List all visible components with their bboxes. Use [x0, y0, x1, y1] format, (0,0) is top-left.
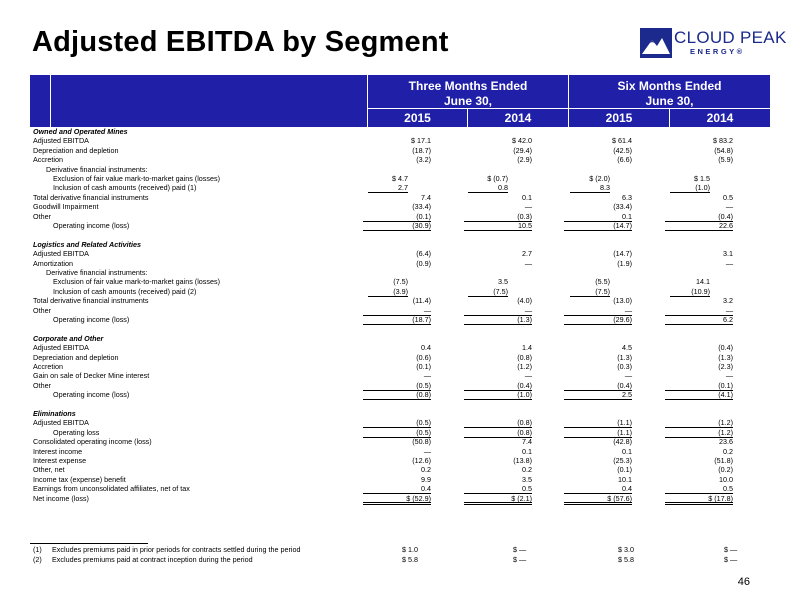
value-cell: 9.9: [421, 474, 431, 484]
page-title: Adjusted EBITDA by Segment: [32, 26, 449, 58]
value-cell: (0.2): [718, 465, 733, 475]
row-label: Net income (loss): [33, 493, 89, 503]
row-label: Consolidated operating income (loss): [33, 437, 152, 447]
value-cell: (0.4): [665, 212, 733, 222]
value-cell: 10.5: [464, 221, 532, 231]
footnote-text: Excludes premiums paid at contract inception during the period: [52, 554, 253, 564]
header-year: 2014: [504, 111, 532, 125]
value-cell: 3.1: [723, 249, 733, 259]
value-cell: (1.0): [464, 390, 532, 400]
page-number: 46: [737, 576, 750, 588]
header-year: 2015: [404, 111, 431, 125]
row-label: Accretion: [33, 362, 63, 371]
value-cell: 10.0: [719, 474, 733, 484]
section-title: Corporate and Other: [33, 333, 104, 343]
value-cell: (14.7): [564, 221, 632, 231]
row-label: Operating income (loss): [53, 390, 130, 400]
header-group-three-months: Three Months Ended June 30,: [408, 79, 528, 108]
value-cell: (29.4): [513, 145, 532, 155]
footnote-value: $ 5.8: [402, 554, 418, 564]
row-label: Adjusted EBITDA: [33, 249, 89, 259]
row-label: Operating loss: [53, 427, 100, 437]
sub-value-cell: 2.7: [368, 183, 408, 193]
value-cell: (0.8): [517, 352, 532, 362]
value-cell: 22.6: [665, 221, 733, 231]
value-cell: (1.2): [665, 428, 733, 438]
footnote-row: [30, 545, 771, 555]
value-cell: —: [464, 306, 532, 316]
value-cell: (1.3): [718, 352, 733, 362]
value-cell: —: [423, 446, 431, 456]
sub-value-cell: (7.5): [570, 287, 610, 297]
value-cell: 7.4: [522, 437, 532, 447]
value-cell: —: [725, 202, 733, 212]
footnote-value: $ —: [724, 545, 738, 554]
row-label: Total derivative financial instruments: [33, 296, 149, 306]
value-cell: (0.6): [416, 352, 431, 362]
value-cell: 3.2: [723, 296, 733, 306]
footnote-divider: [30, 543, 148, 544]
value-cell: (33.4): [613, 202, 632, 212]
value-cell: —: [725, 371, 733, 381]
footnote-value: $ 3.0: [618, 545, 634, 554]
value-cell: (6.6): [617, 155, 632, 165]
table-row: [30, 494, 771, 504]
value-cell: (11.4): [412, 296, 431, 306]
row-label: Operating income (loss): [53, 315, 130, 324]
row-label: Total derivative financial instruments: [33, 192, 149, 202]
section-title: Eliminations: [33, 409, 76, 418]
value-cell: (5.9): [718, 155, 733, 165]
row-label: Other, net: [33, 465, 65, 475]
table-header: [30, 75, 771, 127]
value-cell: (1.1): [564, 418, 632, 428]
value-cell: (54.8): [714, 145, 733, 155]
value-cell: $ (2.1): [464, 494, 532, 505]
value-cell: (1.1): [564, 428, 632, 438]
value-cell: (33.4): [412, 202, 431, 212]
footnote-number: (2): [33, 554, 42, 564]
value-cell: (0.9): [416, 258, 431, 268]
row-label: Income tax (expense) benefit: [33, 474, 126, 484]
value-cell: $ 42.0: [512, 136, 532, 146]
sub-value-cell: $ (0.7): [487, 174, 508, 183]
row-label: Depreciation and depletion: [33, 145, 119, 155]
sub-value-cell: $ 4.7: [392, 174, 408, 183]
row-label: Interest income: [33, 446, 83, 456]
value-cell: 0.5: [723, 192, 733, 202]
row-label: Other: [33, 211, 51, 221]
value-cell: (30.9): [363, 221, 431, 231]
value-cell: 6.3: [622, 192, 632, 202]
value-cell: —: [363, 306, 431, 316]
value-cell: (0.8): [363, 390, 431, 400]
value-cell: (1.2): [517, 362, 532, 371]
sub-value-cell: 8.3: [570, 183, 610, 193]
value-cell: 0.2: [723, 446, 733, 456]
value-cell: (1.3): [464, 315, 532, 325]
value-cell: (12.6): [412, 456, 431, 465]
value-cell: 7.4: [421, 192, 431, 202]
value-cell: —: [423, 371, 431, 381]
sub-value-cell: (5.5): [595, 277, 610, 287]
value-cell: (3.2): [416, 155, 431, 165]
value-cell: $ 17.1: [411, 136, 431, 146]
value-cell: (18.7): [412, 145, 431, 155]
value-cell: 0.5: [464, 484, 532, 494]
value-cell: 0.5: [665, 484, 733, 494]
value-cell: (0.8): [464, 418, 532, 428]
value-cell: 0.4: [363, 484, 431, 494]
value-cell: 6.2: [665, 315, 733, 325]
sub-value-cell: (3.9): [368, 287, 408, 297]
footnote-value: $ —: [724, 554, 738, 564]
value-cell: $ (52.9): [363, 494, 431, 505]
value-cell: 0.4: [564, 484, 632, 494]
value-cell: (0.4): [464, 381, 532, 391]
row-label: Earnings from unconsolidated affiliates, net of tax: [33, 484, 190, 494]
value-cell: (13.0): [613, 296, 632, 306]
value-cell: 0.1: [622, 446, 632, 456]
row-label: Depreciation and depletion: [33, 352, 119, 362]
sub-value-cell: 0.8: [468, 183, 508, 193]
row-label: Adjusted EBITDA: [33, 418, 89, 428]
row-label: Interest expense: [33, 456, 87, 465]
value-cell: 3.5: [522, 474, 532, 484]
sub-value-cell: $ 1.5: [694, 174, 710, 183]
value-cell: (0.1): [665, 381, 733, 391]
value-cell: (1.2): [665, 418, 733, 428]
footnote-value: $ 1.0: [402, 545, 418, 554]
value-cell: (0.3): [464, 212, 532, 222]
value-cell: (0.1): [416, 362, 431, 371]
value-cell: (0.4): [564, 381, 632, 391]
value-cell: (0.5): [363, 381, 431, 391]
footnote-value: $ —: [513, 545, 527, 554]
value-cell: (0.1): [363, 212, 431, 222]
mountain-logo-icon: [640, 28, 672, 58]
value-cell: —: [524, 202, 532, 212]
row-label: Inclusion of cash amounts (received) paid (2): [53, 286, 197, 296]
value-cell: —: [524, 371, 532, 381]
value-cell: 0.2: [522, 465, 532, 475]
value-cell: (4.1): [665, 390, 733, 400]
value-cell: (4.0): [517, 296, 532, 306]
row-label: Gain on sale of Decker Mine interest: [33, 371, 150, 381]
sub-value-cell: (1.0): [670, 183, 710, 193]
value-cell: 4.5: [622, 343, 632, 353]
row-label: Derivative financial instruments:: [46, 164, 148, 174]
value-cell: (13.8): [513, 456, 532, 465]
section-title: Owned and Operated Mines: [33, 127, 128, 136]
value-cell: (0.1): [617, 465, 632, 475]
row-label: Adjusted EBITDA: [33, 343, 89, 353]
section-title: Logistics and Related Activities: [33, 239, 141, 249]
value-cell: (42.8): [613, 437, 632, 447]
value-cell: 0.1: [522, 446, 532, 456]
value-cell: (14.7): [613, 249, 632, 259]
value-cell: 1.4: [522, 343, 532, 353]
sub-value-cell: $ (2.0): [589, 174, 610, 183]
footnote-value: $ —: [513, 554, 527, 564]
row-label: Exclusion of fair value mark-to-market gains (losses): [53, 174, 220, 183]
row-label: Other: [33, 380, 51, 390]
sub-value-cell: (7.5): [468, 287, 508, 297]
footnote-value: $ 5.8: [618, 554, 634, 564]
row-label: Accretion: [33, 155, 63, 165]
value-cell: (25.3): [613, 456, 632, 465]
row-label: Adjusted EBITDA: [33, 136, 89, 146]
value-cell: 23.6: [719, 437, 733, 447]
footnote-number: (1): [33, 545, 42, 554]
logo-wordmark: CLOUD PEAK: [674, 28, 787, 47]
value-cell: 0.1: [564, 212, 632, 222]
row-label: Derivative financial instruments:: [46, 268, 148, 277]
value-cell: $ 83.2: [713, 136, 733, 146]
value-cell: $ (57.6): [564, 494, 632, 505]
value-cell: 2.5: [564, 390, 632, 400]
sub-value-cell: 3.5: [498, 277, 508, 287]
header-year: 2014: [706, 111, 734, 125]
value-cell: —: [564, 306, 632, 316]
logo-subtitle: ENERGY®: [690, 47, 745, 56]
value-cell: —: [665, 306, 733, 316]
value-cell: (6.4): [416, 249, 431, 259]
value-cell: (29.6): [564, 315, 632, 325]
value-cell: 0.1: [522, 192, 532, 202]
row-label: Goodwill Impairment: [33, 202, 99, 212]
row-label: Amortization: [33, 258, 73, 268]
value-cell: (0.4): [718, 343, 733, 353]
company-logo: [640, 25, 787, 61]
value-cell: (0.3): [617, 362, 632, 371]
value-cell: —: [524, 258, 532, 268]
value-cell: —: [725, 258, 733, 268]
value-cell: (1.3): [617, 352, 632, 362]
footnote-text: Excludes premiums paid in prior periods for contracts settled during the period: [52, 545, 301, 554]
value-cell: (42.5): [613, 145, 632, 155]
row-label: Exclusion of fair value mark-to-market gains (losses): [53, 277, 220, 287]
value-cell: 0.2: [421, 465, 431, 475]
value-cell: (0.5): [363, 428, 431, 438]
value-cell: (0.8): [464, 428, 532, 438]
value-cell: 10.1: [618, 474, 632, 484]
value-cell: 0.4: [421, 343, 431, 353]
value-cell: (2.3): [718, 362, 733, 371]
value-cell: $ (17.8): [665, 494, 733, 505]
value-cell: (50.8): [412, 437, 431, 447]
value-cell: (2.9): [517, 155, 532, 165]
sub-value-cell: (7.5): [393, 277, 408, 287]
footnote-row: [30, 555, 771, 565]
value-cell: 2.7: [522, 249, 532, 259]
value-cell: (1.9): [617, 258, 632, 268]
row-label: Other: [33, 305, 51, 315]
sub-value-cell: (10.9): [670, 287, 710, 297]
sub-value-cell: 14.1: [696, 277, 710, 287]
value-cell: (18.7): [363, 315, 431, 325]
value-cell: —: [624, 371, 632, 381]
row-label: Inclusion of cash amounts (received) paid (1): [53, 183, 197, 193]
header-year: 2015: [605, 111, 633, 125]
header-group-six-months: Six Months Ended June 30,: [617, 79, 722, 108]
value-cell: $ 61.4: [612, 136, 632, 146]
value-cell: (0.5): [363, 418, 431, 428]
value-cell: (51.8): [714, 456, 733, 465]
row-label: Operating income (loss): [53, 221, 130, 230]
